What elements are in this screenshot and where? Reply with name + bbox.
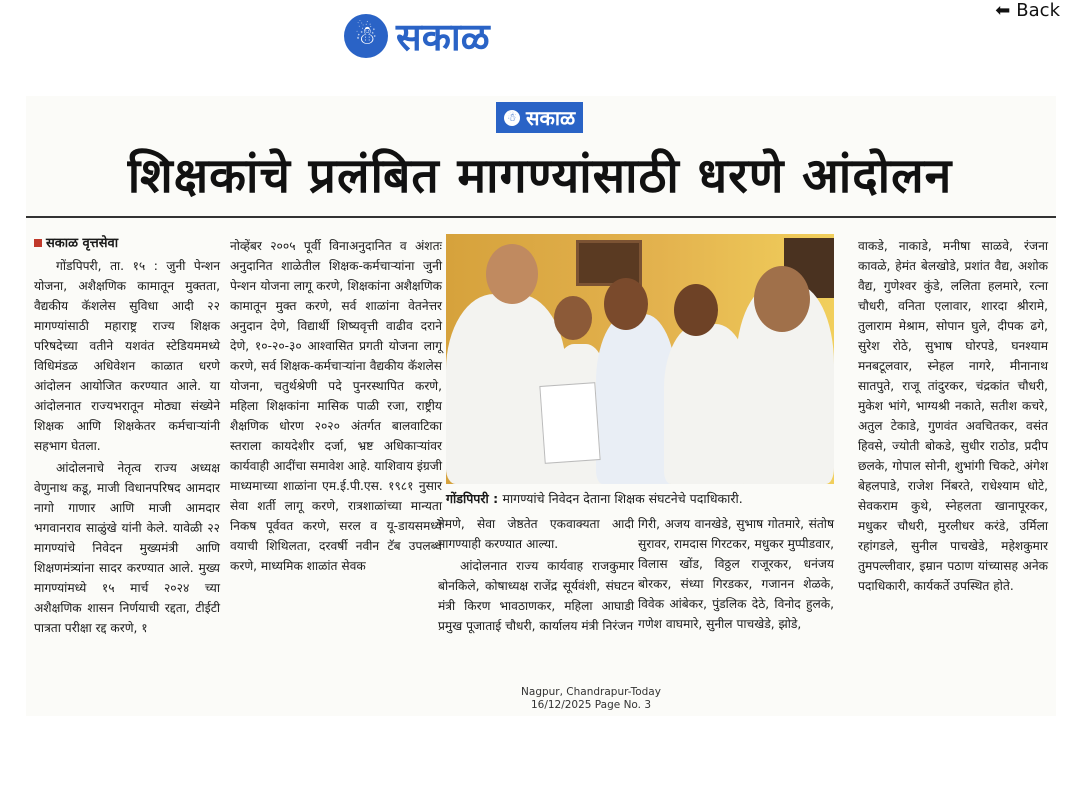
- article-paragraph: नोव्हेंबर २००५ पूर्वी विनाअनुदानित व अंशतः अनुदानित शाळेतील शिक्षक-कर्मचाऱ्यांना जुनी पेन्शन योजना लागू करणे, शिक्षकांना अशैक्षणिक कामातून मुक्त करणे, सर्व शाळांना वेतनेत्तर अनुदान देणे, विद्यार्थी शिष्यवृत्ती वाढीव दराने देणे, १०-२०-३० आश्वासित प्रगती योजना लागू करणे, सर्व शिक्षक-कर्मचाऱ्यांना वैद्यकीय कॅशलेस योजना, चतुर्थश्रेणी पदे पुनरस्थापित करणे, महिला शिक्षकांना मासिक पाळी रजा, राष्ट्रीय शैक्षणिक धोरण २०२० अंतर्गत बालवाटिका स्तराला कायदेशीर दर्जा, भ्रष्ट अधिकाऱ्यांवर कार्यवाही आदींचा समावेश आहे. याशिवाय इंग्रजी माध्यमाच्या शाळांना एम.ई.पी.एस. १९८१ नुसार सेवा शर्ती लागू करणे, रात्रशाळांच्या मान्यता निकष पूर्ववत करणे, सरल व यू-डायसमध्ये वयाची शिथिलता, दरवर्षी नवीन टॅब उपलब्ध करणे, माध्यमिक शाळांत सेवक: [230, 239, 442, 573]
- brand-name: सकाळ: [396, 15, 490, 59]
- sakal-logo-icon: ☃: [344, 14, 388, 58]
- memorandum-paper: [539, 382, 600, 464]
- person-head: [604, 278, 648, 330]
- person-head: [674, 284, 718, 336]
- brand-logo: [344, 10, 490, 62]
- article-paragraph: आंदोलनाचे नेतृत्व राज्य अध्यक्ष वेणुनाथ कडू, माजी विधानपरिषद आमदार नागो गाणार आणि माजी आमदार भगवानराव साळुंखे यांनी केले. यावेळी २२ मागण्यांचे निवेदन मुख्यमंत्री आणि शिक्षणमंत्र्यांना सादर करण्यात आले. मुख्य मागण्यांमध्ये १५ मार्च २०२४ च्या अशैक्षणिक शासन निर्णयाची रद्दता, टीईटी पात्रता परीक्षा रद्द करणे, १: [34, 461, 220, 635]
- sakal-mini-icon: ☃: [504, 110, 520, 126]
- headline: शिक्षकांचे प्रलंबित मागण्यांसाठी धरणे आंदोलन: [127, 148, 953, 204]
- article-paragraph: गोंडपिपरी, ता. १५ : जुनी पेन्शन योजना, अशैक्षणिक कामातून मुक्तता, वैद्यकीय कॅशलेस सुविधा आदी २२ मागण्यांसाठी महाराष्ट्र राज्य शिक्षक परिषदेच्या वतीने यशवंत स्टेडियममध्ये विधिमंडळ अधिवेशन काळात धरणे आंदोलन आयोजित करण्यात आले. या आंदोलनात राज्यभरातून मोठ्या संख्येने शिक्षक आणि शिक्षकेतर कर्मचाऱ्यांनी सहभाग घेतला.: [34, 259, 220, 453]
- byline-marker: [34, 239, 42, 247]
- article-column-1: [34, 234, 220, 640]
- byline: सकाळ वृत्तसेवा: [34, 234, 220, 254]
- article-column-2: [230, 236, 442, 578]
- back-button[interactable]: [995, 0, 1060, 21]
- article-paragraph: आंदोलनात राज्य कार्यवाह राजकुमार बोनकिले, कोषाध्यक्ष राजेंद्र सूर्यवंशी, संघटन मंत्री किरण भावठाणकर, महिला आघाडी प्रमुख पूजाताई चौधरी, कार्यालय मंत्री निरंजन: [438, 559, 634, 633]
- news-photo: [446, 234, 834, 484]
- person-head: [486, 244, 538, 304]
- article-paragraph: नेमणे, सेवा जेष्ठतेत एकवाक्यता आदी मागण्याही करण्यात आल्या.: [438, 517, 634, 551]
- footer-edition: Nagpur, Chandrapur-Today: [521, 686, 661, 698]
- paper-logo-text: सकाळ: [526, 106, 576, 130]
- page-footer: [446, 686, 736, 712]
- person-head: [754, 266, 810, 332]
- article-column-5: [858, 236, 1048, 598]
- back-label: Back: [1016, 0, 1060, 21]
- photo-caption: गोंडपिपरी : मागण्यांचे निवेदन देताना शिक्षक संघटनेचे पदाधिकारी.: [446, 491, 743, 506]
- article-column-4: [638, 514, 834, 636]
- app-header: [0, 0, 1080, 90]
- article-column-3: [438, 514, 634, 638]
- article-paragraph: वाकडे, नाकाडे, मनीषा साळवे, रंजना कावळे, हेमंत बेलखोडे, प्रशांत वैद्य, अशोक वैद्य, गुणेश्वर कुंडे, ललिता हलमारे, रत्ना चौधरी, वनिता एलावार, शारदा श्रीरामे, तुलाराम मेश्राम, सोपान घुले, दीपक ढगे, सुरेश रोठे, सुभाष घोरपडे, घनश्याम मनबटूलवार, स्नेहल नागरे, मीनानाथ सातपुते, राजू तांदुरकर, चंद्रकांत चौधरी, मुकेश भांगे, भाग्यश्री नकाते, सतीश कचरे, अतुल टेकाडे, गुणवंत अवचितकर, वसंत हिवसे, ज्योती बोकडे, सुधीर राठोड, प्रदीप छलके, गोपाल सोनी, शुभांगी चिकटे, अंगेश बेहलपाडे, राजेश निंबरते, राधेश्याम धोटे, सेवकराम कुथे, स्नेहलता खानापूरकर, मधुकर चौधरी, मुरलीधर करंडे, उर्मिला रहांगडले, सुनील पाचखेडे, महेशकुमार तुमपल्लीवार, इम्रान पठाण यांच्यासह अनेक पदाधिकारी, कार्यकर्ते उपस्थित होते.: [858, 239, 1048, 593]
- newspaper-clipping: [26, 96, 1056, 716]
- person-head: [554, 296, 592, 340]
- paper-logo: [496, 102, 583, 133]
- footer-date-page: 16/12/2025 Page No. 3: [530, 699, 652, 711]
- divider: [26, 216, 1056, 218]
- article-paragraph: गिरी, अजय वानखेडे, सुभाष गोतमारे, संतोष सुरावर, रामदास गिरटकर, मधुकर मुप्पीडवार, विलास खोंड, विठ्ठल राजूरकर, धनंजय बोरकर, संध्या गिरडकर, गजानन शेळके, विवेक आंबेकर, पुंडलिक देठे, विनोद हुलके, गणेश वाघमारे, सुनील पाचखेडे, झोडे,: [638, 517, 834, 631]
- back-arrow-icon: ⬅: [995, 0, 1011, 21]
